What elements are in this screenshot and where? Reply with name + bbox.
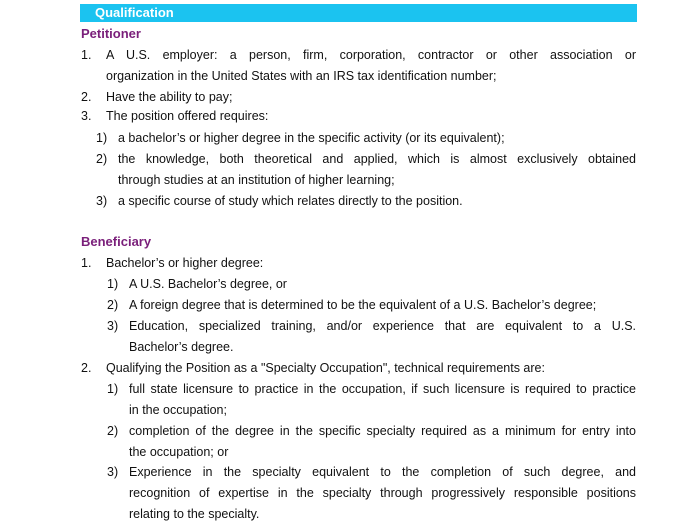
beneficiary-subitem-1-1 <box>0 274 700 295</box>
beneficiary-item-1 <box>0 253 700 274</box>
list-text-line: Bachelor’s or higher degree: <box>106 256 264 270</box>
list-text-line: A foreign degree that is determined to be the equivalent of a U.S. Bachelor’s degree; <box>129 298 597 312</box>
list-number: 1) <box>107 277 119 291</box>
list-text-line: Have the ability to pay; <box>106 90 233 104</box>
list-text-line: in the occupation; <box>129 403 227 417</box>
list-text-line: completion of the degree in the specific specialty required as a minimum for entry into <box>129 424 636 438</box>
petitioner-item-3 <box>0 106 700 127</box>
list-text-line: the occupation; or <box>129 445 229 459</box>
list-number: 3) <box>107 319 119 333</box>
list-text-line: Qualifying the Position as a "Specialty Occupation", technical requirements are: <box>106 361 545 375</box>
beneficiary-subitem-2-3 <box>0 462 700 525</box>
list-text-line: A U.S. Bachelor’s degree, or <box>129 277 287 291</box>
list-text-line: organization in the United States with an IRS tax identification number; <box>106 69 497 83</box>
beneficiary-subitem-2-2 <box>0 421 700 463</box>
list-text-line: A U.S. employer: a person, firm, corporation, contractor or other association or <box>106 48 636 62</box>
list-text-line: relating to the specialty. <box>129 507 260 521</box>
list-number: 2. <box>81 90 92 104</box>
list-text-line: the knowledge, both theoretical and applied, which is almost exclusively obtained <box>118 152 636 166</box>
beneficiary-item-2 <box>0 358 700 379</box>
list-text-line: Bachelor’s degree. <box>129 340 234 354</box>
petitioner-item-2 <box>0 87 700 108</box>
list-number: 2) <box>107 424 119 438</box>
list-number: 1. <box>81 48 92 62</box>
beneficiary-heading: Beneficiary <box>81 234 152 249</box>
list-number: 3. <box>81 109 92 123</box>
list-number: 2) <box>96 152 108 166</box>
petitioner-subitem-3 <box>0 191 700 212</box>
list-text-line: Education, specialized training, and/or experience that are equivalent to a U.S. <box>129 319 636 333</box>
qualification-header-bar <box>80 4 637 22</box>
list-text-line: full state licensure to practice in the occupation, if such licensure is required to practice <box>129 382 636 396</box>
list-text-line: through studies at an institution of higher learning; <box>118 173 395 187</box>
list-text-line: a bachelor’s or higher degree in the specific activity (or its equivalent); <box>118 131 505 145</box>
list-text-line: The position offered requires: <box>106 109 269 123</box>
list-number: 2) <box>107 298 119 312</box>
list-number: 2. <box>81 361 92 375</box>
list-number: 1) <box>96 131 108 145</box>
list-number: 1) <box>107 382 119 396</box>
qualification-title: Qualification <box>95 5 174 20</box>
beneficiary-subitem-1-2 <box>0 295 700 316</box>
beneficiary-subitem-1-3 <box>0 316 700 358</box>
list-number: 3) <box>96 194 108 208</box>
petitioner-item-1 <box>0 45 700 87</box>
list-text-line: a specific course of study which relates directly to the position. <box>118 194 463 208</box>
list-text-line: Experience in the specialty equivalent to the completion of such degree, and <box>129 465 636 479</box>
petitioner-heading: Petitioner <box>81 26 141 41</box>
beneficiary-subitem-2-1 <box>0 379 700 421</box>
list-number: 1. <box>81 256 92 270</box>
petitioner-subitem-1 <box>0 128 700 149</box>
list-text-line: recognition of expertise in the specialty through progressively responsible positions <box>129 486 636 500</box>
petitioner-subitem-2 <box>0 149 700 191</box>
list-number: 3) <box>107 465 119 479</box>
